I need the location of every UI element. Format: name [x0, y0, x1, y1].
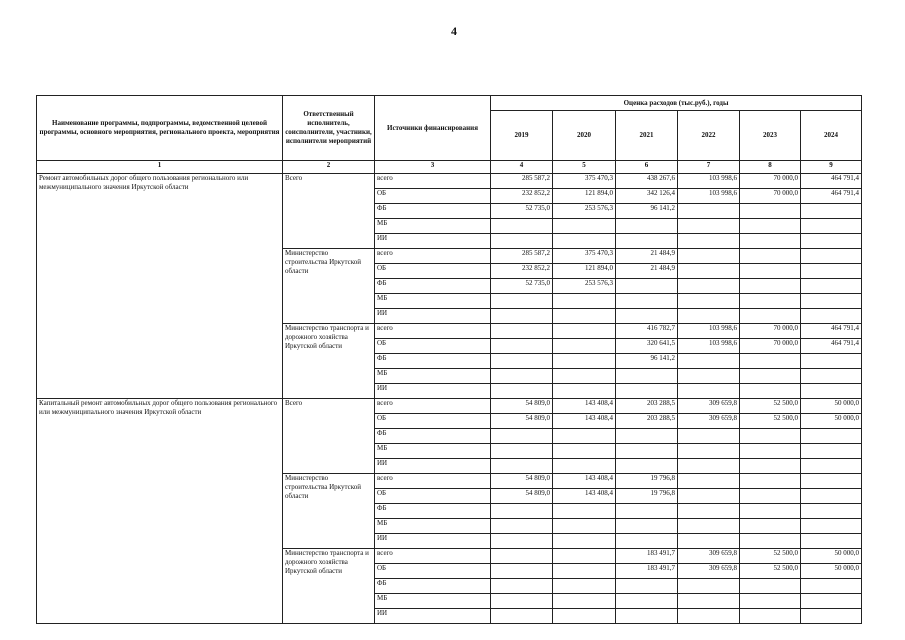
funding-source-cell: МБ: [375, 519, 491, 534]
amount-cell: [553, 459, 616, 474]
amount-cell: 70 000,0: [740, 324, 801, 339]
funding-source-cell: МБ: [375, 369, 491, 384]
amount-cell: [801, 444, 862, 459]
amount-cell: [801, 354, 862, 369]
amount-cell: [616, 579, 678, 594]
amount-cell: [740, 234, 801, 249]
column-number: 2: [283, 161, 375, 174]
funding-source-cell: МБ: [375, 294, 491, 309]
column-number: 7: [678, 161, 740, 174]
amount-cell: 96 141,2: [616, 354, 678, 369]
amount-cell: [491, 579, 553, 594]
amount-cell: [801, 504, 862, 519]
amount-cell: [678, 369, 740, 384]
program-name-cell: Капитальный ремонт автомобильных дорог общего пользования регионального или межмуниципального значения Иркутской области: [37, 399, 283, 624]
funding-source-cell: ИИ: [375, 234, 491, 249]
funding-source-cell: ОБ: [375, 414, 491, 429]
amount-cell: [616, 459, 678, 474]
funding-source-cell: всего: [375, 399, 491, 414]
amount-cell: [801, 474, 862, 489]
amount-cell: [801, 369, 862, 384]
amount-cell: [740, 204, 801, 219]
amount-cell: 121 894,0: [553, 189, 616, 204]
amount-cell: 54 809,0: [491, 489, 553, 504]
amount-cell: [616, 279, 678, 294]
amount-cell: [491, 354, 553, 369]
amount-cell: [801, 249, 862, 264]
amount-cell: [801, 594, 862, 609]
amount-cell: [801, 384, 862, 399]
amount-cell: [491, 459, 553, 474]
amount-cell: [491, 504, 553, 519]
amount-cell: [616, 369, 678, 384]
amount-cell: 464 791,4: [801, 324, 862, 339]
amount-cell: [740, 504, 801, 519]
amount-cell: 285 587,2: [491, 174, 553, 189]
amount-cell: [491, 444, 553, 459]
amount-cell: [491, 564, 553, 579]
header-expenses: Оценка расходов (тыс.руб.), годы: [491, 96, 862, 111]
amount-cell: [801, 309, 862, 324]
amount-cell: 70 000,0: [740, 189, 801, 204]
amount-cell: 52 735,0: [491, 279, 553, 294]
amount-cell: [491, 234, 553, 249]
amount-cell: 232 852,2: [491, 189, 553, 204]
amount-cell: [801, 429, 862, 444]
amount-cell: 203 288,5: [616, 414, 678, 429]
amount-cell: 183 491,7: [616, 564, 678, 579]
amount-cell: 19 796,8: [616, 489, 678, 504]
amount-cell: [553, 564, 616, 579]
amount-cell: 54 809,0: [491, 399, 553, 414]
amount-cell: [740, 579, 801, 594]
header-executor: Ответственный исполнитель, соисполнители, участники, исполнители мероприятий: [283, 96, 375, 161]
funding-source-cell: ИИ: [375, 459, 491, 474]
executor-cell: Министерство строительства Иркутской области: [283, 249, 375, 324]
executor-cell: Всего: [283, 174, 375, 249]
funding-source-cell: ОБ: [375, 564, 491, 579]
amount-cell: [491, 609, 553, 624]
funding-source-cell: ФБ: [375, 429, 491, 444]
amount-cell: 143 408,4: [553, 399, 616, 414]
amount-cell: [678, 264, 740, 279]
amount-cell: [553, 384, 616, 399]
column-number: 5: [553, 161, 616, 174]
funding-source-cell: всего: [375, 549, 491, 564]
amount-cell: 309 659,8: [678, 399, 740, 414]
amount-cell: [678, 234, 740, 249]
amount-cell: [678, 519, 740, 534]
amount-cell: [801, 609, 862, 624]
amount-cell: 121 894,0: [553, 264, 616, 279]
funding-source-cell: ИИ: [375, 309, 491, 324]
page-number: 4: [451, 24, 457, 38]
executor-cell: Всего: [283, 399, 375, 474]
executor-cell: Министерство транспорта и дорожного хозяйства Иркутской области: [283, 549, 375, 624]
amount-cell: [616, 609, 678, 624]
amount-cell: [740, 354, 801, 369]
amount-cell: 52 735,0: [491, 204, 553, 219]
amount-cell: [678, 489, 740, 504]
amount-cell: 21 484,9: [616, 249, 678, 264]
amount-cell: [491, 294, 553, 309]
amount-cell: [678, 534, 740, 549]
column-number: 9: [801, 161, 862, 174]
amount-cell: [801, 219, 862, 234]
amount-cell: 253 576,3: [553, 279, 616, 294]
amount-cell: [678, 384, 740, 399]
amount-cell: 375 470,3: [553, 174, 616, 189]
amount-cell: [801, 234, 862, 249]
amount-cell: [678, 429, 740, 444]
amount-cell: [553, 294, 616, 309]
amount-cell: 309 659,8: [678, 549, 740, 564]
amount-cell: [553, 549, 616, 564]
amount-cell: [678, 219, 740, 234]
header-year: 2022: [678, 111, 740, 161]
amount-cell: 52 500,0: [740, 414, 801, 429]
amount-cell: [553, 339, 616, 354]
amount-cell: [678, 294, 740, 309]
amount-cell: [801, 204, 862, 219]
amount-cell: [553, 594, 616, 609]
funding-source-cell: МБ: [375, 219, 491, 234]
amount-cell: 50 000,0: [801, 564, 862, 579]
amount-cell: [616, 519, 678, 534]
amount-cell: [678, 609, 740, 624]
amount-cell: [491, 339, 553, 354]
funding-source-cell: ИИ: [375, 384, 491, 399]
amount-cell: 103 998,6: [678, 174, 740, 189]
amount-cell: [491, 429, 553, 444]
amount-cell: [553, 534, 616, 549]
header-sources: Источники финансирования: [375, 96, 491, 161]
amount-cell: [740, 294, 801, 309]
amount-cell: 253 576,3: [553, 204, 616, 219]
amount-cell: 70 000,0: [740, 174, 801, 189]
funding-source-cell: ФБ: [375, 579, 491, 594]
funding-source-cell: ФБ: [375, 204, 491, 219]
amount-cell: [553, 519, 616, 534]
amount-cell: 52 500,0: [740, 399, 801, 414]
amount-cell: [678, 309, 740, 324]
funding-source-cell: всего: [375, 324, 491, 339]
amount-cell: 70 000,0: [740, 339, 801, 354]
amount-cell: [616, 534, 678, 549]
amount-cell: 96 141,2: [616, 204, 678, 219]
amount-cell: [740, 369, 801, 384]
amount-cell: [678, 594, 740, 609]
amount-cell: [553, 579, 616, 594]
amount-cell: 103 998,6: [678, 324, 740, 339]
funding-source-cell: всего: [375, 249, 491, 264]
funding-source-cell: всего: [375, 474, 491, 489]
table-body: [37, 174, 862, 624]
amount-cell: 19 796,8: [616, 474, 678, 489]
amount-cell: 50 000,0: [801, 549, 862, 564]
header-year: 2021: [616, 111, 678, 161]
amount-cell: 143 408,4: [553, 489, 616, 504]
amount-cell: [740, 384, 801, 399]
amount-cell: [616, 234, 678, 249]
header-year: 2019: [491, 111, 553, 161]
amount-cell: 416 782,7: [616, 324, 678, 339]
amount-cell: [740, 474, 801, 489]
amount-cell: 309 659,8: [678, 564, 740, 579]
amount-cell: 103 998,6: [678, 339, 740, 354]
amount-cell: [616, 594, 678, 609]
amount-cell: 54 809,0: [491, 474, 553, 489]
amount-cell: [740, 444, 801, 459]
amount-cell: [491, 309, 553, 324]
amount-cell: 52 500,0: [740, 549, 801, 564]
amount-cell: [553, 219, 616, 234]
amount-cell: 464 791,4: [801, 189, 862, 204]
amount-cell: [740, 219, 801, 234]
funding-source-cell: всего: [375, 174, 491, 189]
amount-cell: 203 288,5: [616, 399, 678, 414]
amount-cell: [491, 534, 553, 549]
amount-cell: [801, 294, 862, 309]
amount-cell: 309 659,8: [678, 414, 740, 429]
amount-cell: [740, 279, 801, 294]
header-year: 2020: [553, 111, 616, 161]
header-year: 2023: [740, 111, 801, 161]
amount-cell: [553, 429, 616, 444]
amount-cell: [491, 594, 553, 609]
amount-cell: [678, 279, 740, 294]
amount-cell: [740, 594, 801, 609]
funding-source-cell: МБ: [375, 444, 491, 459]
amount-cell: [491, 519, 553, 534]
amount-cell: [801, 489, 862, 504]
amount-cell: [678, 504, 740, 519]
amount-cell: [740, 249, 801, 264]
funding-source-cell: ОБ: [375, 189, 491, 204]
header-program: Наименование программы, подпрограммы, ведомственной целевой программы, основного мероприятия, регионального проекта, мероприятия: [37, 96, 283, 161]
amount-cell: [616, 219, 678, 234]
funding-source-cell: ФБ: [375, 279, 491, 294]
amount-cell: 50 000,0: [801, 399, 862, 414]
amount-cell: [678, 579, 740, 594]
funding-source-cell: ОБ: [375, 264, 491, 279]
funding-source-cell: ОБ: [375, 489, 491, 504]
amount-cell: [553, 234, 616, 249]
amount-cell: [801, 519, 862, 534]
amount-cell: [801, 264, 862, 279]
amount-cell: 464 791,4: [801, 339, 862, 354]
amount-cell: 143 408,4: [553, 414, 616, 429]
funding-source-cell: МБ: [375, 594, 491, 609]
amount-cell: [491, 549, 553, 564]
amount-cell: [678, 249, 740, 264]
amount-cell: [491, 324, 553, 339]
funding-source-cell: ФБ: [375, 504, 491, 519]
amount-cell: [740, 609, 801, 624]
amount-cell: 342 126,4: [616, 189, 678, 204]
amount-cell: [740, 534, 801, 549]
amount-cell: [553, 609, 616, 624]
amount-cell: [616, 384, 678, 399]
amount-cell: [678, 459, 740, 474]
amount-cell: [553, 324, 616, 339]
amount-cell: [801, 579, 862, 594]
amount-cell: 464 791,4: [801, 174, 862, 189]
table-row: [37, 174, 862, 189]
column-number: 6: [616, 161, 678, 174]
column-number: 1: [37, 161, 283, 174]
amount-cell: [740, 519, 801, 534]
amount-cell: [553, 309, 616, 324]
amount-cell: [801, 459, 862, 474]
amount-cell: [678, 474, 740, 489]
table-row: [37, 399, 862, 414]
amount-cell: [553, 369, 616, 384]
amount-cell: 143 408,4: [553, 474, 616, 489]
amount-cell: 285 587,2: [491, 249, 553, 264]
funding-source-cell: ОБ: [375, 339, 491, 354]
amount-cell: [678, 354, 740, 369]
amount-cell: 375 470,3: [553, 249, 616, 264]
amount-cell: [616, 294, 678, 309]
budget-table: [36, 95, 862, 624]
amount-cell: [801, 534, 862, 549]
amount-cell: [740, 309, 801, 324]
amount-cell: 103 998,6: [678, 189, 740, 204]
amount-cell: 438 267,6: [616, 174, 678, 189]
amount-cell: 183 491,7: [616, 549, 678, 564]
amount-cell: 50 000,0: [801, 414, 862, 429]
amount-cell: [740, 489, 801, 504]
amount-cell: [553, 504, 616, 519]
amount-cell: 21 484,9: [616, 264, 678, 279]
funding-source-cell: ФБ: [375, 354, 491, 369]
amount-cell: 52 500,0: [740, 564, 801, 579]
executor-cell: Министерство транспорта и дорожного хозяйства Иркутской области: [283, 324, 375, 399]
amount-cell: [616, 504, 678, 519]
amount-cell: 320 641,5: [616, 339, 678, 354]
amount-cell: [491, 219, 553, 234]
column-numbers-row: [37, 161, 862, 174]
amount-cell: [678, 444, 740, 459]
column-number: 3: [375, 161, 491, 174]
column-number: 4: [491, 161, 553, 174]
funding-source-cell: ИИ: [375, 609, 491, 624]
amount-cell: [740, 429, 801, 444]
amount-cell: 54 809,0: [491, 414, 553, 429]
amount-cell: [616, 444, 678, 459]
amount-cell: [616, 309, 678, 324]
amount-cell: [616, 429, 678, 444]
header-year: 2024: [801, 111, 862, 161]
amount-cell: [553, 354, 616, 369]
amount-cell: [740, 264, 801, 279]
amount-cell: [678, 204, 740, 219]
funding-source-cell: ИИ: [375, 534, 491, 549]
executor-cell: Министерство строительства Иркутской области: [283, 474, 375, 549]
column-number: 8: [740, 161, 801, 174]
amount-cell: [491, 369, 553, 384]
program-name-cell: Ремонт автомобильных дорог общего пользования регионального или межмуниципального значения Иркутской области: [37, 174, 283, 399]
amount-cell: 232 852,2: [491, 264, 553, 279]
amount-cell: [553, 444, 616, 459]
amount-cell: [740, 459, 801, 474]
amount-cell: [491, 384, 553, 399]
amount-cell: [801, 279, 862, 294]
